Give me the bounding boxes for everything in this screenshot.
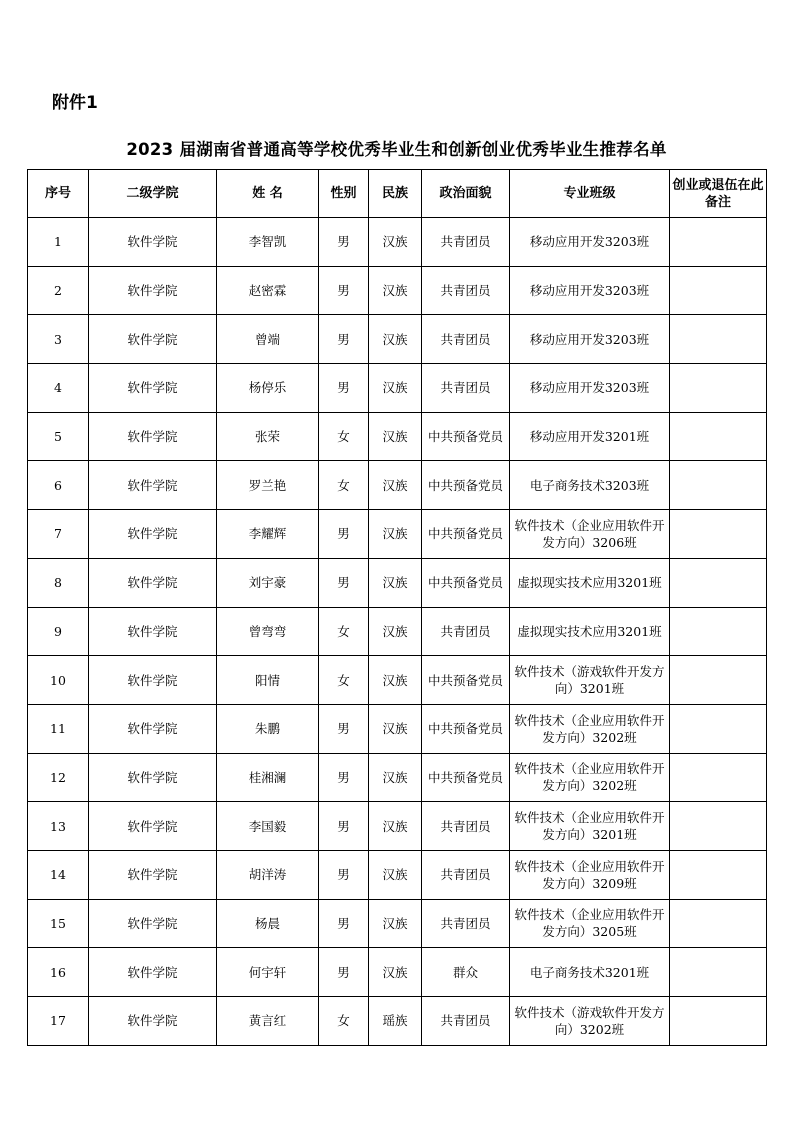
- cell-name: 罗兰艳: [217, 461, 319, 510]
- cell-ethnicity: 汉族: [369, 802, 422, 851]
- cell-name: 张荣: [217, 412, 319, 461]
- cell-political-status: 共青团员: [422, 315, 510, 364]
- cell-college: 软件学院: [89, 802, 217, 851]
- cell-gender: 男: [319, 218, 369, 267]
- cell-college: 软件学院: [89, 704, 217, 753]
- cell-major-class: 虚拟现实技术应用3201班: [510, 607, 670, 656]
- col-header-gender: 性别: [319, 170, 369, 218]
- cell-ethnicity: 汉族: [369, 607, 422, 656]
- col-header-major-class: 专业班级: [510, 170, 670, 218]
- cell-gender: 女: [319, 607, 369, 656]
- cell-serial: 8: [28, 558, 89, 607]
- cell-gender: 女: [319, 997, 369, 1046]
- attachment-label: 附件1: [52, 93, 98, 113]
- table-row: [28, 364, 767, 413]
- cell-political-status: 共青团员: [422, 607, 510, 656]
- table-body: [28, 218, 767, 1046]
- cell-political-status: 共青团员: [422, 364, 510, 413]
- cell-ethnicity: 汉族: [369, 656, 422, 705]
- cell-gender: 男: [319, 948, 369, 997]
- cell-remark: [670, 266, 767, 315]
- cell-gender: 男: [319, 802, 369, 851]
- table-row: [28, 948, 767, 997]
- cell-serial: 6: [28, 461, 89, 510]
- cell-name: 李国毅: [217, 802, 319, 851]
- table-row: [28, 850, 767, 899]
- cell-remark: [670, 997, 767, 1046]
- col-header-remark: 创业或退伍在此备注: [670, 170, 767, 218]
- cell-serial: 4: [28, 364, 89, 413]
- cell-major-class: 软件技术（企业应用软件开发方向）3206班: [510, 510, 670, 559]
- table-row: [28, 753, 767, 802]
- col-header-political-status: 政治面貌: [422, 170, 510, 218]
- cell-ethnicity: 汉族: [369, 850, 422, 899]
- cell-name: 曾端: [217, 315, 319, 364]
- cell-college: 软件学院: [89, 997, 217, 1046]
- cell-name: 朱鹏: [217, 704, 319, 753]
- col-header-ethnicity: 民族: [369, 170, 422, 218]
- cell-ethnicity: 汉族: [369, 315, 422, 364]
- cell-name: 曾弯弯: [217, 607, 319, 656]
- col-header-serial: 序号: [28, 170, 89, 218]
- table-row: [28, 704, 767, 753]
- document-title: 2023 届湖南省普通高等学校优秀毕业生和创新创业优秀毕业生推荐名单: [126, 140, 667, 159]
- cell-name: 李耀辉: [217, 510, 319, 559]
- cell-gender: 女: [319, 656, 369, 705]
- cell-serial: 10: [28, 656, 89, 705]
- cell-serial: 2: [28, 266, 89, 315]
- cell-name: 杨晨: [217, 899, 319, 948]
- cell-ethnicity: 汉族: [369, 558, 422, 607]
- recommendation-table: [27, 169, 767, 1046]
- cell-college: 软件学院: [89, 850, 217, 899]
- table-row: [28, 412, 767, 461]
- cell-major-class: 软件技术（企业应用软件开发方向）3209班: [510, 850, 670, 899]
- cell-serial: 14: [28, 850, 89, 899]
- cell-political-status: 中共预备党员: [422, 412, 510, 461]
- cell-ethnicity: 汉族: [369, 364, 422, 413]
- table-row: [28, 558, 767, 607]
- cell-remark: [670, 753, 767, 802]
- cell-college: 软件学院: [89, 266, 217, 315]
- cell-ethnicity: 汉族: [369, 899, 422, 948]
- cell-college: 软件学院: [89, 753, 217, 802]
- cell-serial: 9: [28, 607, 89, 656]
- cell-major-class: 移动应用开发3201班: [510, 412, 670, 461]
- cell-remark: [670, 656, 767, 705]
- cell-serial: 12: [28, 753, 89, 802]
- cell-major-class: 软件技术（企业应用软件开发方向）3202班: [510, 753, 670, 802]
- cell-major-class: 移动应用开发3203班: [510, 218, 670, 267]
- cell-serial: 13: [28, 802, 89, 851]
- cell-remark: [670, 510, 767, 559]
- table-row: [28, 510, 767, 559]
- cell-college: 软件学院: [89, 607, 217, 656]
- cell-name: 赵密霖: [217, 266, 319, 315]
- cell-ethnicity: 汉族: [369, 510, 422, 559]
- cell-college: 软件学院: [89, 656, 217, 705]
- cell-ethnicity: 汉族: [369, 218, 422, 267]
- cell-serial: 7: [28, 510, 89, 559]
- cell-major-class: 软件技术（企业应用软件开发方向）3205班: [510, 899, 670, 948]
- cell-political-status: 共青团员: [422, 850, 510, 899]
- cell-major-class: 软件技术（企业应用软件开发方向）3202班: [510, 704, 670, 753]
- cell-gender: 男: [319, 315, 369, 364]
- table-header-row: [28, 170, 767, 218]
- table-row: [28, 461, 767, 510]
- cell-college: 软件学院: [89, 558, 217, 607]
- cell-political-status: 共青团员: [422, 218, 510, 267]
- cell-gender: 男: [319, 510, 369, 559]
- cell-political-status: 中共预备党员: [422, 753, 510, 802]
- cell-ethnicity: 汉族: [369, 461, 422, 510]
- cell-name: 李智凯: [217, 218, 319, 267]
- cell-remark: [670, 461, 767, 510]
- cell-major-class: 电子商务技术3203班: [510, 461, 670, 510]
- cell-remark: [670, 850, 767, 899]
- cell-serial: 1: [28, 218, 89, 267]
- cell-major-class: 软件技术（企业应用软件开发方向）3201班: [510, 802, 670, 851]
- cell-name: 胡洋涛: [217, 850, 319, 899]
- cell-political-status: 中共预备党员: [422, 704, 510, 753]
- cell-college: 软件学院: [89, 364, 217, 413]
- cell-remark: [670, 704, 767, 753]
- cell-serial: 5: [28, 412, 89, 461]
- cell-gender: 男: [319, 266, 369, 315]
- cell-ethnicity: 汉族: [369, 704, 422, 753]
- cell-political-status: 共青团员: [422, 802, 510, 851]
- cell-name: 刘宇豪: [217, 558, 319, 607]
- cell-remark: [670, 315, 767, 364]
- cell-major-class: 移动应用开发3203班: [510, 315, 670, 364]
- cell-name: 阳情: [217, 656, 319, 705]
- cell-college: 软件学院: [89, 315, 217, 364]
- cell-major-class: 软件技术（游戏软件开发方向）3201班: [510, 656, 670, 705]
- cell-remark: [670, 218, 767, 267]
- cell-name: 杨停乐: [217, 364, 319, 413]
- table-row: [28, 656, 767, 705]
- table-row: [28, 802, 767, 851]
- cell-remark: [670, 364, 767, 413]
- cell-major-class: 电子商务技术3201班: [510, 948, 670, 997]
- cell-college: 软件学院: [89, 218, 217, 267]
- table-row: [28, 607, 767, 656]
- cell-major-class: 虚拟现实技术应用3201班: [510, 558, 670, 607]
- cell-name: 黄言红: [217, 997, 319, 1046]
- table-row: [28, 899, 767, 948]
- cell-political-status: 中共预备党员: [422, 558, 510, 607]
- cell-ethnicity: 汉族: [369, 412, 422, 461]
- col-header-college: 二级学院: [89, 170, 217, 218]
- cell-college: 软件学院: [89, 510, 217, 559]
- cell-political-status: 中共预备党员: [422, 461, 510, 510]
- cell-major-class: 移动应用开发3203班: [510, 266, 670, 315]
- table-row: [28, 315, 767, 364]
- cell-major-class: 移动应用开发3203班: [510, 364, 670, 413]
- cell-serial: 16: [28, 948, 89, 997]
- table-row: [28, 997, 767, 1046]
- cell-college: 软件学院: [89, 461, 217, 510]
- cell-gender: 男: [319, 753, 369, 802]
- col-header-name: 姓 名: [217, 170, 319, 218]
- cell-gender: 男: [319, 850, 369, 899]
- cell-remark: [670, 802, 767, 851]
- cell-ethnicity: 瑶族: [369, 997, 422, 1046]
- cell-remark: [670, 558, 767, 607]
- cell-gender: 男: [319, 364, 369, 413]
- cell-remark: [670, 948, 767, 997]
- cell-serial: 11: [28, 704, 89, 753]
- cell-serial: 3: [28, 315, 89, 364]
- cell-gender: 女: [319, 412, 369, 461]
- cell-gender: 男: [319, 899, 369, 948]
- cell-remark: [670, 607, 767, 656]
- cell-ethnicity: 汉族: [369, 753, 422, 802]
- cell-gender: 男: [319, 558, 369, 607]
- cell-political-status: 共青团员: [422, 899, 510, 948]
- cell-ethnicity: 汉族: [369, 266, 422, 315]
- cell-ethnicity: 汉族: [369, 948, 422, 997]
- cell-college: 软件学院: [89, 948, 217, 997]
- cell-name: 何宇轩: [217, 948, 319, 997]
- cell-political-status: 中共预备党员: [422, 510, 510, 559]
- cell-college: 软件学院: [89, 899, 217, 948]
- cell-political-status: 群众: [422, 948, 510, 997]
- cell-major-class: 软件技术（游戏软件开发方向）3202班: [510, 997, 670, 1046]
- table-row: [28, 218, 767, 267]
- cell-remark: [670, 899, 767, 948]
- cell-political-status: 共青团员: [422, 997, 510, 1046]
- cell-gender: 女: [319, 461, 369, 510]
- cell-serial: 15: [28, 899, 89, 948]
- cell-name: 桂湘澜: [217, 753, 319, 802]
- cell-political-status: 共青团员: [422, 266, 510, 315]
- table-row: [28, 266, 767, 315]
- cell-serial: 17: [28, 997, 89, 1046]
- cell-remark: [670, 412, 767, 461]
- cell-college: 软件学院: [89, 412, 217, 461]
- cell-political-status: 中共预备党员: [422, 656, 510, 705]
- cell-gender: 男: [319, 704, 369, 753]
